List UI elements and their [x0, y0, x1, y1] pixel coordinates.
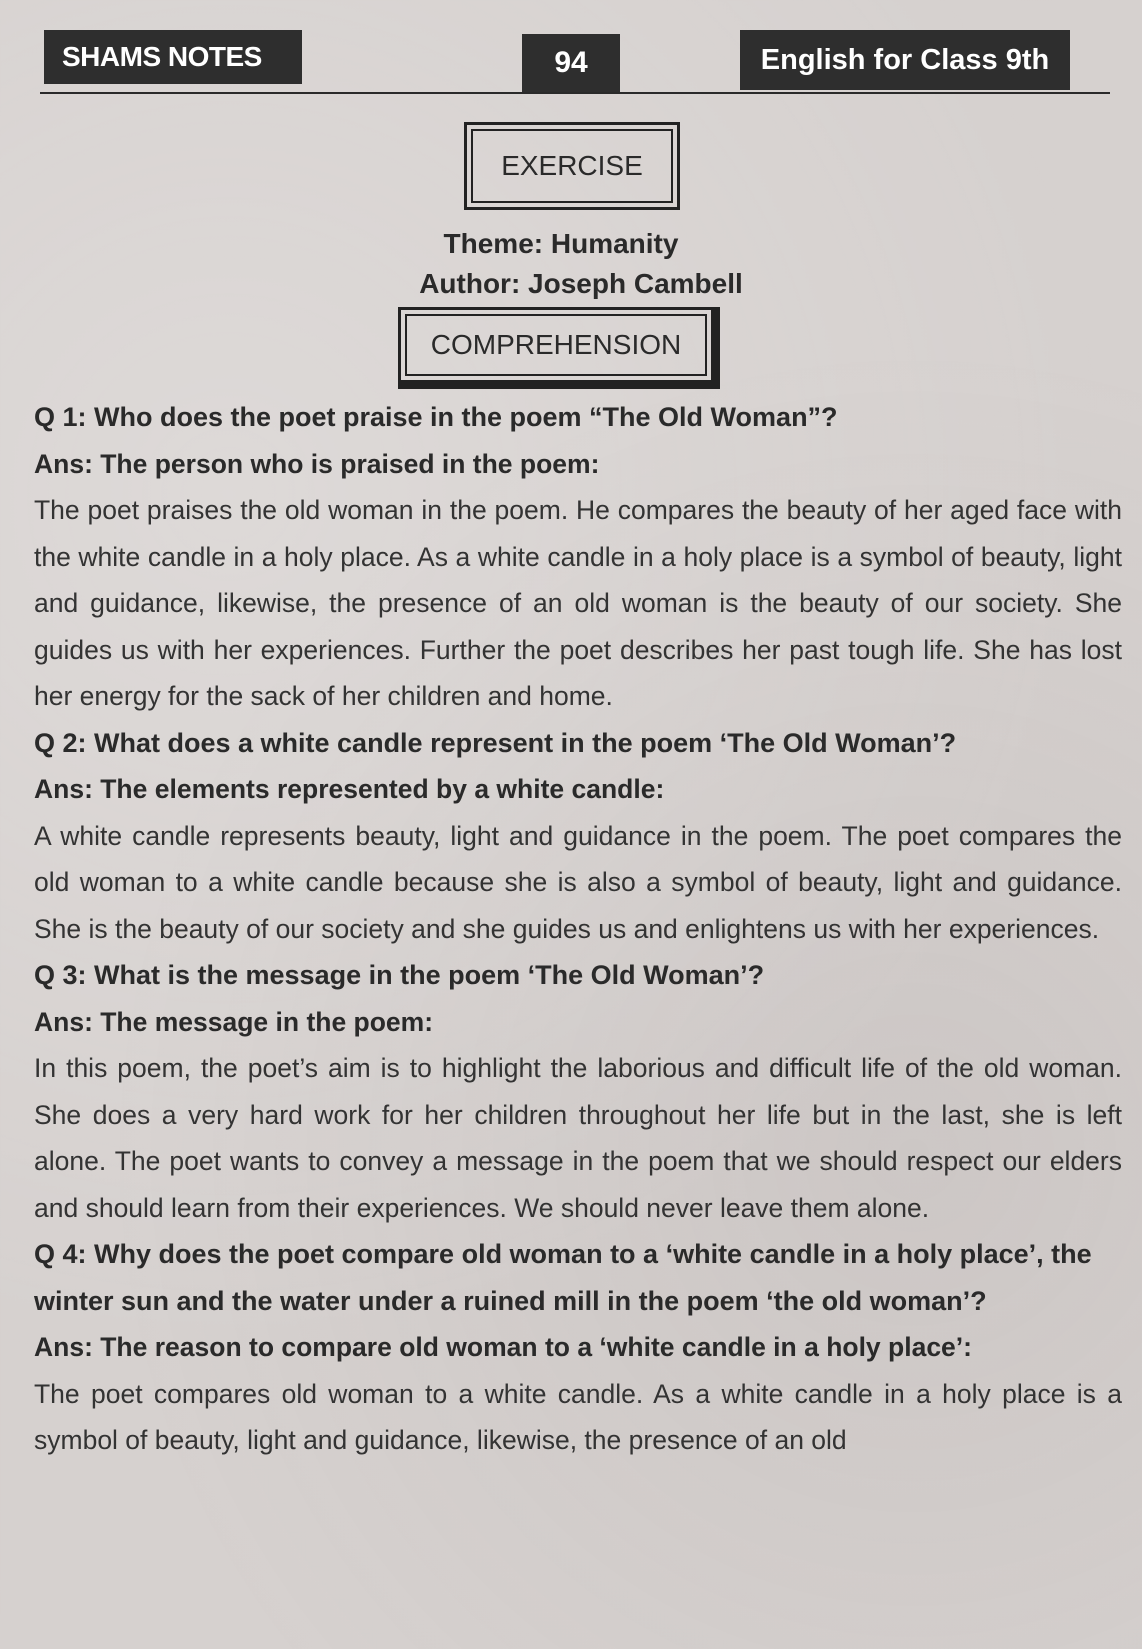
publisher-tag: SHAMS NOTES: [44, 30, 302, 84]
question-1: Q 1: Who does the poet praise in the poem “The Old Woman”?: [34, 402, 838, 432]
qa-content: [34, 394, 1122, 1464]
author-line: Author: Joseph Cambell: [419, 268, 743, 299]
question-3: Q 3: What is the message in the poem ‘The Old Woman’?: [34, 960, 765, 990]
header-divider: [40, 92, 1110, 94]
answer-2: A white candle represents beauty, light and guidance in the poem. The poet compares the old woman to a white candle because she is also a symbol of beauty, light and guidance. She is the beauty of our society and she guides us and enlightens us with her experiences.: [34, 820, 1122, 944]
book-title-tag: English for Class 9th: [740, 30, 1070, 90]
answer-3: In this poem, the poet’s aim is to highlight the laborious and difficult life of the old woman. She does a very hard work for her children throughout her life but in the last, she is left alone. The poet wants to convey a message in the poem that we should respect our elders and should learn from their experiences. We should never leave them alone.: [34, 1053, 1122, 1223]
exercise-label: EXERCISE: [471, 129, 673, 203]
answer-heading-4: Ans: The reason to compare old woman to a ‘white candle in a holy place’:: [34, 1332, 972, 1362]
comprehension-box: [398, 307, 720, 389]
answer-heading-1: Ans: The person who is praised in the poem:: [34, 448, 600, 479]
answer-heading-3: Ans: The message in the poem:: [34, 1006, 434, 1037]
answer-1: The poet praises the old woman in the poem. He compares the beauty of her aged face with the white candle in a holy place. As a white candle in a holy place is a symbol of beauty, light and guidance, likewise, the presence of an old woman is the beauty of our society. She guides us with her experiences. Further the poet describes her past tough life. She has lost her energy for the sack of her children and home.: [34, 495, 1122, 711]
page-header: [40, 30, 1110, 92]
page-number: 94: [522, 34, 620, 92]
question-2: Q 2: What does a white candle represent in the poem ‘The Old Woman’?: [34, 727, 957, 758]
exercise-box: [464, 122, 680, 210]
answer-heading-2: Ans: The elements represented by a white candle:: [34, 774, 665, 804]
theme-line: Theme: Humanity: [443, 228, 679, 259]
question-4: Q 4: Why does the poet compare old woman to a ‘white candle in a holy place’, the winter sun and the water under a ruined mill in the poem ‘the old woman’?: [34, 1239, 1092, 1316]
comprehension-label: COMPREHENSION: [405, 314, 707, 376]
answer-4: The poet compares old woman to a white candle. As a white candle in a holy place is a symbol of beauty, light and guidance, likewise, the presence of an old: [34, 1378, 1122, 1455]
